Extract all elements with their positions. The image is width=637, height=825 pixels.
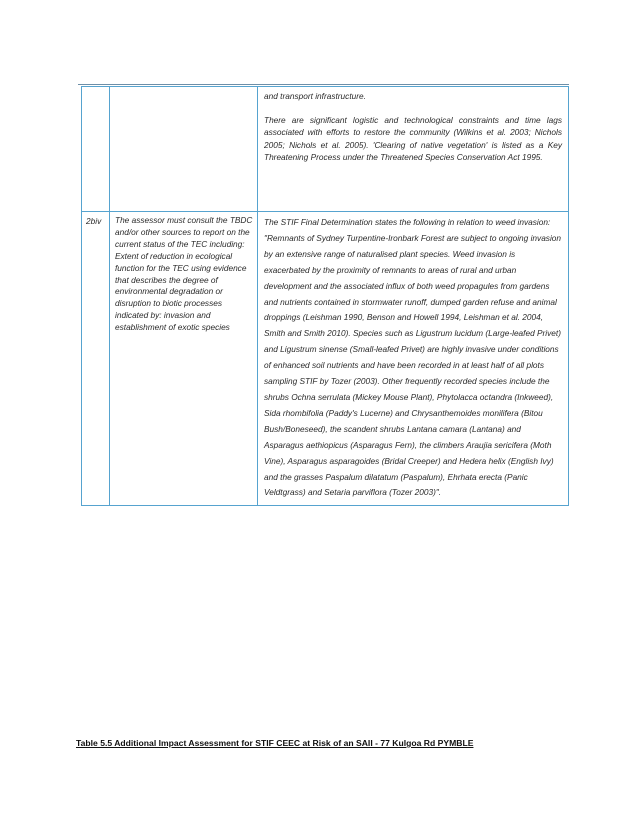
- row-id-cell: 2biv: [82, 212, 110, 506]
- response-cell: [258, 212, 569, 506]
- response-body-text: There are significant logistic and technological constraints and time lags associated with efforts to restore the community (Wilkins et al. 2003; Nichols 2005; Nichols et al. 2005). 'Clearing of native vegetation' is listed as a Key Threatening Process under the Threatened Species Conservation Act 1995.: [264, 115, 562, 162]
- response-cell: [258, 87, 569, 212]
- criterion-cell: [110, 212, 258, 506]
- table-caption: Table 5.5 Additional Impact Assessment for STIF CEEC at Risk of an SAII - 77 Kulgoa Rd PYMBLE: [76, 738, 474, 748]
- table-row: [82, 212, 569, 506]
- response-lead-text: and transport infrastructure.: [264, 91, 366, 101]
- assessment-table: [81, 86, 569, 506]
- row-id-cell: [82, 87, 110, 212]
- criterion-text: The assessor must consult the TBDC and/or other sources to report on the current status of the TEC including: Extent of reduction in ecological function for the TEC using evidence that describes the degree of environmental degradation or disruption to biotic processes indicated by: invasion and establishment of exotic species: [115, 215, 253, 333]
- response-text: The STIF Final Determination states the following in relation to weed invasion: "Remnants of Sydney Turpentine-Ironbark Forest are subject to ongoing invasion by an extensive range of naturalised plant species. Weed invasion is exacerbated by the proximity of remnants to areas of rural and urban development and the associated influx of both weed propagules from gardens and nutrients contained in stormwater runoff, dumped garden refuse and animal droppings (Leishman 1990, Benson and Howell 1994, Leishman et al. 2004, Smith and Smith 2010). Species such as Ligustrum lucidum (Large-leafed Privet) and Ligustrum sinense (Small-leafed Privet) are highly invasive under conditions of enhanced soil nutrients and have been recorded in at least half of all plots sampling STIF by Tozer (2003). Other frequently recorded species include the shrubs Ochna serrulata (Mickey Mouse Plant), Phytolacca octandra (Inkweed), Sida rhombifolia (Paddy's Lucerne) and Chrysanthemoides monilifera (Bitou Bush/Boneseed), the scandent shrubs Lantana camara (Lantana) and Asparagus aethiopicus (Asparagus Fern), the climbers Araujia sericifera (Moth Vine), Asparagus asparagoides (Bridal Creeper) and Hedera helix (English Ivy) and the grasses Paspalum dilatatum (Paspalum), Ehrhata erecta (Panic Veldtgrass) and Setaria parviflora (Tozer 2003)".: [264, 217, 562, 498]
- criterion-cell: [110, 87, 258, 212]
- table-row: [82, 87, 569, 212]
- header-rule: [78, 84, 569, 85]
